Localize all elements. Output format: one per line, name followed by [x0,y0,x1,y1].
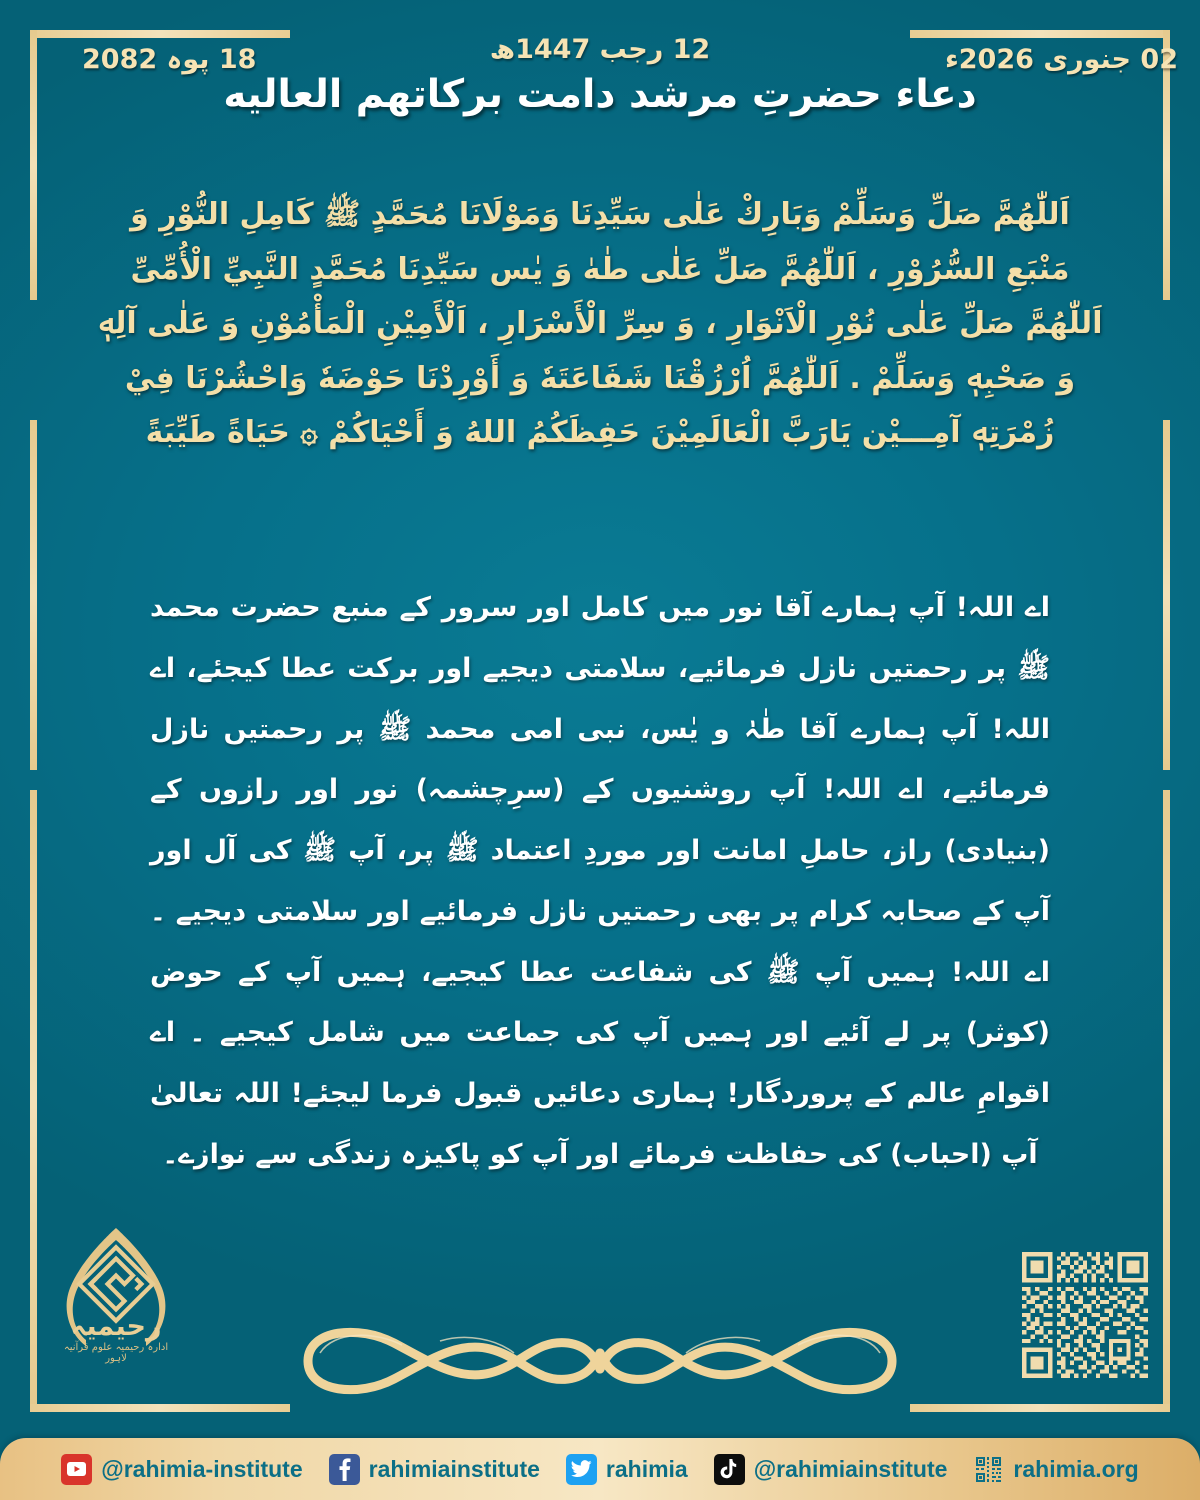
frame-bottom-left-segment [30,1404,290,1412]
logo-name-main: رحیمیہ [70,1311,162,1342]
frame-bottom-right-segment [910,1404,1170,1412]
urdu-translation-text: اے اللہ! آپ ہمارے آقا نور میں کامل اور سرور کے منبع حضرت محمد ﷺ پر رحمتیں نازل فرمائیے، سلامتی دیجیے اور بركت عطا کیجئے، اے اللہ! آپ ہمارے آقا طٰہٰ و یٰس، نبی امی محمد ﷺ پر رحمتیں نازل فرمائیے، اے اللہ! آپ روشنیوں کے (سرِچشمہ) نور اور رازوں کے (بنیادی) راز، حاملِ امانت اور موردِ اعتماد ﷺ پر، آپ ﷺ کی آل اور آپ کے صحابہ کرام پر بھی رحمتیں نازل فرمائیے اور سلامتی دیجیے ۔ اے اللہ! ہمیں آپ ﷺ کی شفاعت عطا کیجیے، ہمیں آپ کے حوض (کوثر) پر لے آئیے اور ہمیں آپ کی جماعت میں شامل کیجیے ۔ اے اقوامِ عالم کے پروردگار! ہماری دعائیں قبول فرما لیجئے! اللہ تعالیٰ آپ (احباب) کی حفاظت فرمائے اور آپ کو پاکیزہ زندگی سے نوازے۔ [150,592,1050,1170]
youtube-icon [61,1454,92,1485]
rahimia-logo [52,1222,180,1372]
qr-modules-icon [1022,1252,1148,1378]
website-qr-icon [973,1454,1004,1485]
frame-right-lower-segment [1163,790,1170,1410]
twitter-handle: rahimia [605,1455,688,1482]
date-gregorian: 02 جنوری 2026ء [944,44,1178,75]
facebook-handle: rahimiainstitute [368,1455,540,1482]
decorative-flourish-ornament [290,1309,910,1405]
facebook-icon [329,1454,360,1485]
youtube-handle: @rahimia-institute [101,1455,303,1482]
qr-code[interactable] [1022,1252,1148,1378]
website-handle: rahimia.org [1013,1455,1139,1482]
social-footer-bar [0,1438,1200,1500]
arabic-dua-text: اَللّٰهُمَّ صَلِّ وَسَلِّمْ وَبَارِكْ عَلٰی سَيِّدِنَا وَمَوْلَانَا مُحَمَّدٍ ﷺ كَامِلِ النُّوْرِ وَ مَنْبَعِ السُّرُوْرِ ، اَللّٰهُمَّ صَلِّ عَلٰی طٰهٰ وَ يٰس سَيِّدِنَا مُحَمَّدٍ النَّبِيِّ الْأُمِّیِّ اَللّٰهُمَّ صَلِّ عَلٰی نُوْرِ الْاَنْوَارِ ، وَ سِرِّ الْأَسْرَارِ ، اَلْأَمِيْنِ الْمَأْمُوْنِ وَ عَلٰی آلِهٖ وَ صَحْبِهٖ وَسَلِّمْ . اَللّٰهُمَّ اُرْزُقْنَا شَفَاعَتَهٗ وَ أَوْرِدْنَا حَوْضَهٗ وَاحْشُرْنَا فِيْ زُمْرَتِهٖ آمِـــيْن يَارَبَّ الْعَالَمِيْنَ حَفِظَكُمُ اللهُ وَ أَحْيَاكُمْ ۞ حَيَاةً طَيِّبَةً [97,197,1103,451]
date-bikrami: 18 پوہ 2082 [82,44,257,75]
social-link-twitter[interactable] [566,1454,688,1485]
logo-name-sub: ادارہ رحیمیہ علوم قرآنیہ لاہور [63,1342,169,1364]
social-link-youtube[interactable] [61,1454,302,1485]
social-link-tiktok[interactable] [714,1454,948,1485]
frame-right-mid-segment [1163,420,1170,770]
tiktok-handle: @rahimiainstitute [753,1455,948,1482]
tiktok-icon [714,1454,745,1485]
social-link-facebook[interactable] [329,1454,540,1485]
frame-left-lower-segment [30,790,37,1410]
twitter-icon [566,1454,597,1485]
date-hijri: 12 رجب 1447ھ [489,34,711,65]
social-link-website[interactable] [973,1454,1138,1485]
frame-left-mid-segment [30,420,37,770]
page-title: دعاء حضرتِ مرشد دامت بركاتهم العاليه [223,72,977,117]
